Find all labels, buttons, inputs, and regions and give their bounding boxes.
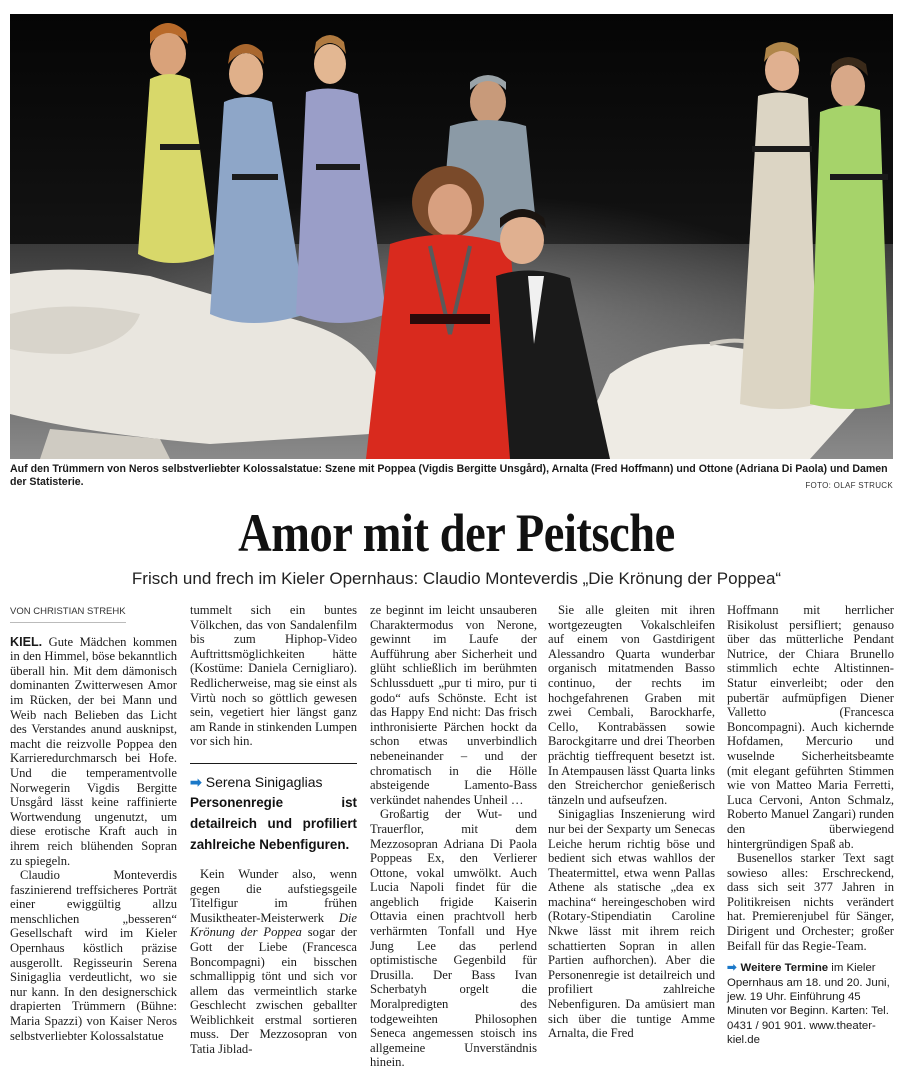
paragraph: Busenellos starker Text sagt sowieso alles: Erschreckend, dass sich seit 377 Jahren in Politikreisen nichts verändert hat. Premierenjubel für Sänger, Dirigent und Orchester; großer Beifall für das Regie-Team.	[727, 851, 894, 953]
headline: Amor mit der Peitsche	[238, 503, 675, 563]
paragraph: Großartig der Wut- und Trauerflor, mit dem Mezzosopran Adriana Di Paola Poppeas Ex, den Verlierer Ottone, vokal umwölkt. Auch Lucia Napoli findet für die angeblich frigide Kaiserin Ottavia einen prachtvoll herb verhärmten Tonfall und Hye Jung Lee das perlend optimistische Gegenbild für Drusilla. Der Bass Ivan Scherbatyh orgelt die Moralpredigten des todgeweihten Philosophen Seneca angemessen stoisch ins allgemeine Unverständnis hinein.	[370, 807, 537, 1070]
photo-credit: FOTO: OLAF STRUCK	[805, 481, 893, 490]
article-column-1	[10, 603, 177, 1043]
subheadline: Frisch und frech im Kieler Opernhaus: Claudio Monteverdis „Die Krönung der Poppea“	[131, 569, 782, 588]
work-title: Die Krönung der Poppea	[190, 910, 357, 940]
paragraph: Sie alle gleiten mit ihren wortgezeugten Vokalschleifen auf einem von Gastdirigent Alessandro Quarta wunderbar organisch mitatmenden Basso continuo, der rechts im hochgefahrenen Graben mit zwei Cembali, Barockharfe, Cello, Kontrabässen sowie Barockgitarre und drei Theorben prächtig tieffrequent besetzt ist. In Atempausen lässt Quarta links den Streicherchor genießerisch tänzeln und aufseufzen.	[548, 603, 715, 807]
stage-photo-icon	[10, 14, 893, 459]
event-info-label: Weitere Termine	[740, 962, 829, 975]
pull-quote-title	[190, 772, 357, 792]
dateline: KIEL.	[10, 634, 43, 649]
paragraph: Sinigaglias Inszenierung wird nur bei der Sexparty um Senecas Leiche herum richtig böse und bedient sich etwas wahllos der Theatermittel, etwa wenn Pallas Athene als statische „dea ex machina“ hereingeschoben wird (Rotary-Stipendiatin Caroline Nkwe lässt mit ihrem reich schattierten Sopran in allen Partien aufhorchen). Aber die Personenregie ist detailreich und profiliert zahlreiche Nebenfiguren. Da amüsiert man sich über die tuntige Amme Arnalta, die Fred	[548, 807, 715, 1041]
paragraph: Claudio Monteverdis faszinierend treffsicheres Porträt einer ewiggültig allzu menschlichen „besseren“ Gesellschaft wird im Kieler Opernhaus köstlich präzise ausgerollt. Regisseurin Serena Sinigaglia verdeutlicht, wo sie nur kann. In den designerschick drapierten Trümmern (Bühne: Maria Spazzi) von Kaiser Neros selbstverliebter Kolossalstatue	[10, 868, 177, 1043]
pull-quote-body: Personenregie ist detailreich und profiliert zahlreiche Nebenfiguren.	[190, 794, 357, 852]
arrow-right-icon: ➡	[190, 773, 202, 790]
article-column-5	[727, 603, 894, 1048]
paragraph-text: Kein Wunder also, wenn gegen die aufstiegsgeile Titelfigur im frühen Musiktheater-Meisterwerk	[190, 866, 357, 925]
article-column-2	[190, 603, 357, 1057]
paragraph	[190, 867, 357, 1057]
pull-quote-title-text: Serena Sinigaglias	[205, 773, 323, 790]
paragraph: ze beginnt im leicht unsauberen Charaktermodus von Nerone, gewinnt im Laufe der Aufführung aber Sicherheit und glüht schließlich im berühmten Schlussduett „pur ti miro, pur ti godo“ aufs Schönste. Echt ist das Happy End nicht: Das frisch inthronisierte Pärchen hockt da schon etwas unverbindlich nebeneinander – und der chromatisch in die Hölle absteigende Lamento-Bass verkündet nahendes Unheil …	[370, 603, 537, 807]
photo-caption: Auf den Trümmern von Neros selbstverliebter Kolossalstatue: Szene mit Poppea (Vigdis Bergitte Unsgård), Arnalta (Fred Hoffmann) und Ottone (Adriana Di Paola) und Damen der Statisterie.	[10, 463, 888, 488]
pull-quote	[190, 763, 357, 855]
arrow-right-icon: ➡	[727, 962, 737, 975]
paragraph-text: Gute Mädchen kommen in den Himmel, böse bekanntlich überall hin. Mit dem dämonisch dominanten Zwitterwesen Amor im Rücken, der bei Mann und Weib nach Belieben das Licht des Verstandes anund ausknipst, macht die reizvolle Poppea den Karrieredurchmarsch bei Hofe. Und die temperamentvolle Norwegerin Vigdis Bergitte Unsgård lässt keine raffinierte Wortwendung ungenutzt, um diese erotische Kraft auch in ihrem reich blühenden Sopran zu spiegeln.	[10, 634, 177, 868]
event-info-text: im Kieler Opernhaus am 18. und 20. Juni, jew. 19 Uhr. Einführung 45 Minuten vor Beginn. Karten: Tel. 0431 / 901 901. www.theater-kiel.de	[727, 962, 890, 1047]
paragraph-text: sogar der Gott der Liebe (Francesca Boncompagni) ein bisschen schmallippig tönt und sich vor allem das vermeintlich starke Geschlecht zwischen geballter Weiblichkeit erstmal sortieren muss. Der Mezzosopran von Tatia Jiblad-	[190, 925, 357, 1057]
paragraph	[10, 635, 177, 869]
article-column-3	[370, 603, 537, 1070]
stage-photo	[10, 14, 893, 459]
article-column-4	[548, 603, 715, 1041]
byline: VON CHRISTIAN STREHK	[10, 605, 126, 623]
paragraph: Hoffmann mit herrlicher Risikolust persifliert; genauso über das mütterliche Pendant Nutrice, der Chiara Brunello stimmlich echte Altistinnen-Statur einverleibt; oder den pubertär aufmüpfigen Diener Valletto (Francesca Boncompagni). Auch kichernde Hofdamen, Mercurio und wuselnde Sicherheitsbeamte (mit elegant geführten Stimmen wie von Matteo Maria Ferretti, Luca Cervoni, Anton Schmalz, Roberto Manuel Zangari) runden den überwiegend hintergründigen Spaß ab.	[727, 603, 894, 851]
paragraph: tummelt sich ein buntes Völkchen, das von Sandalenfilm bis zum Hiphop-Video Auftrittsmöglichkeiten hätte (Kostüme: Daniela Cernigliaro). Redlicherweise, mag sie einst als Virtù noch so göttlich gewesen sein, vegetiert hier längst ganz am Rande in stinkenden Lumpen vor sich hin.	[190, 603, 357, 749]
event-info	[727, 961, 894, 1047]
